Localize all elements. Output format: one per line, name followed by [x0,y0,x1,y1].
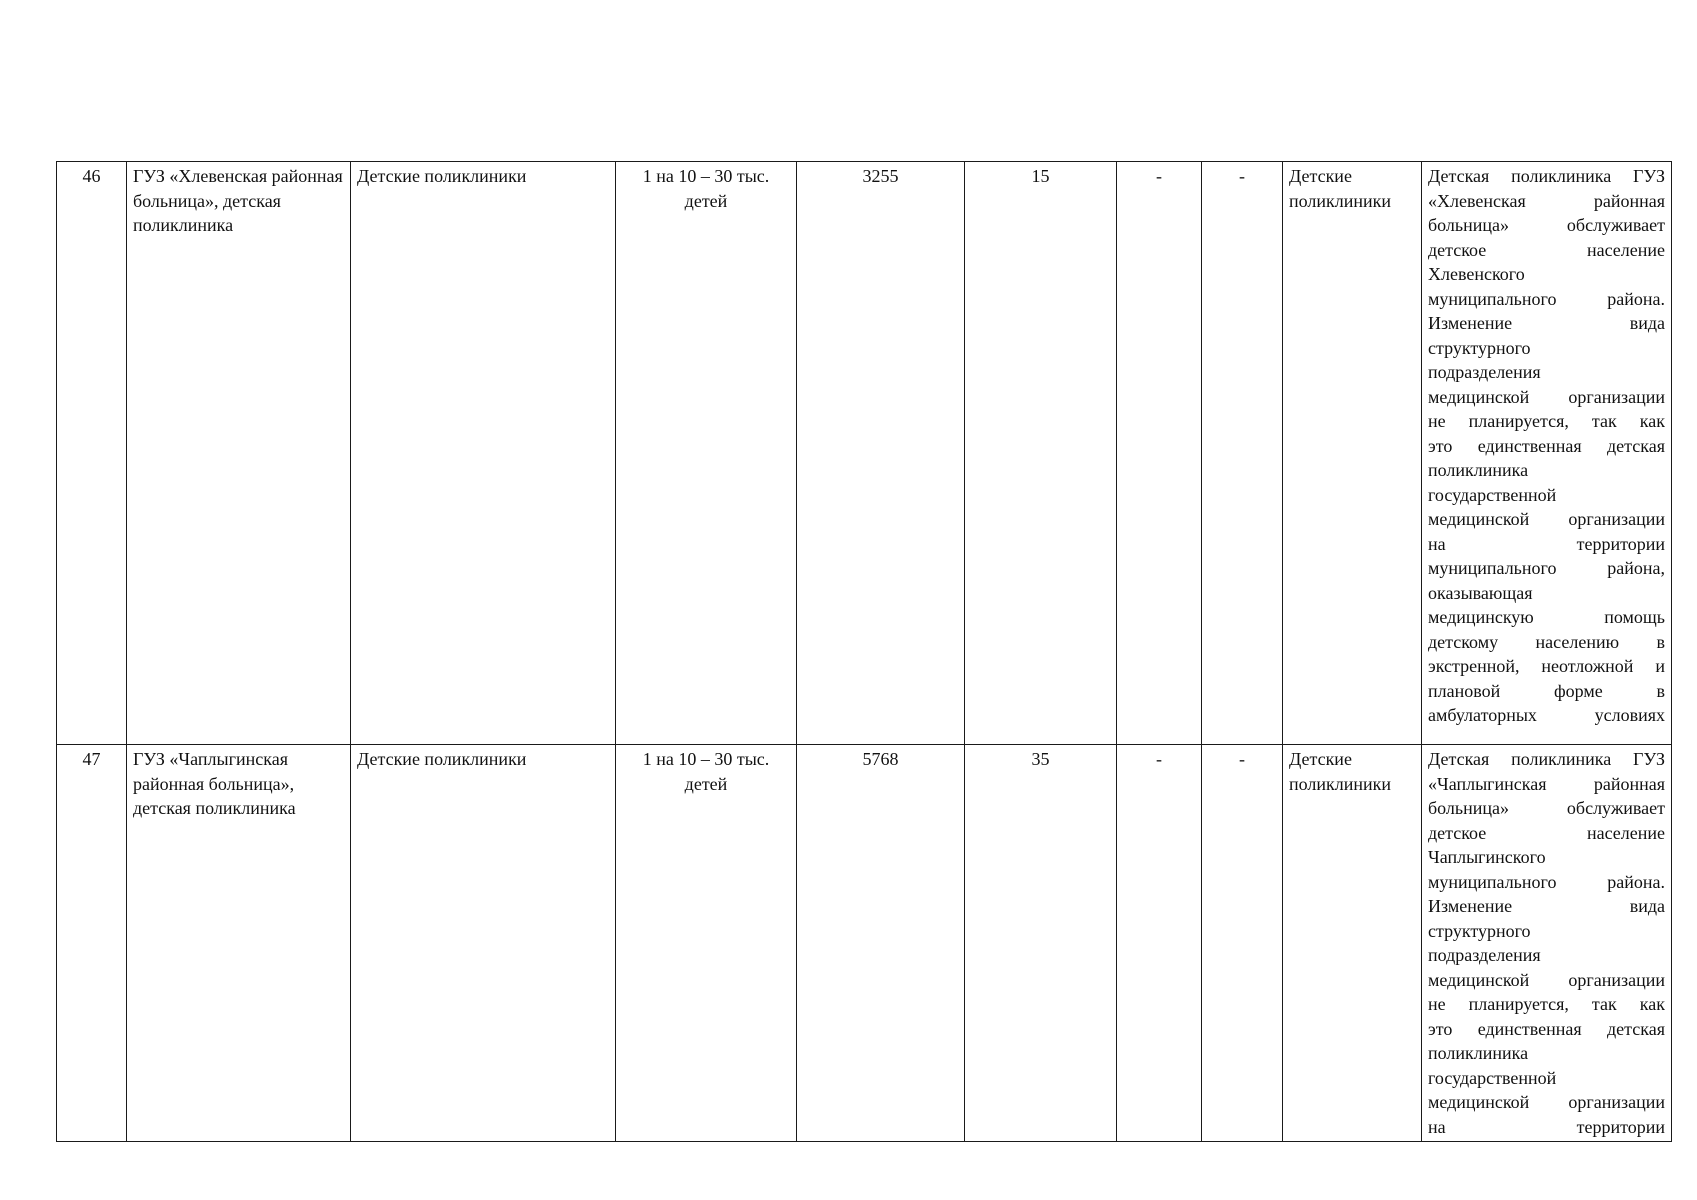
comment-line: на территории [1428,1116,1665,1137]
count-cell: 15 [965,162,1117,745]
service-type-cell: Детские поликлиники [351,745,616,1142]
comment-line: плановой форме в [1428,680,1665,701]
dash-cell: - [1117,162,1202,745]
comment-line: оказывающая [1428,582,1533,603]
comment-line: детское население [1428,239,1665,260]
comment-line: не планируется, так как [1428,411,1665,431]
population-cell: 3255 [797,162,965,745]
comment-line: поликлиника [1428,460,1529,480]
comment-line: медицинской организации [1428,1092,1665,1112]
comment-cell [1422,162,1672,745]
norm-cell: 1 на 10 – 30 тыс. детей [616,162,797,745]
comment-line: Хлевенского [1428,264,1525,284]
comment-line: структурного [1428,337,1531,358]
comment-line: амбулаторных условиях [1428,705,1665,725]
comment-line: медицинской организации [1428,509,1665,529]
comment-line: муниципального района. [1428,871,1665,892]
comment-line: «Хлевенская районная [1428,190,1665,211]
comment-line: Детская поликлиника ГУЗ [1428,166,1665,186]
comment-line: государственной [1428,484,1557,505]
row-number: 47 [57,745,127,1142]
organization-cell: ГУЗ «Хлевенская районная больница», детская поликлиника [127,162,351,745]
comment-line: детское население [1428,822,1665,843]
count-cell: 35 [965,745,1117,1142]
comment-line: «Чаплыгинская районная [1428,773,1665,794]
dash-cell: - [1202,162,1283,745]
comment-line: медицинскую помощь [1428,607,1665,627]
comment-line: медицинской организации [1428,969,1665,990]
comment-line: подразделения [1428,362,1541,382]
comment-line: структурного [1428,920,1531,941]
comment-line: поликлиника [1428,1043,1529,1063]
dash-cell: - [1117,745,1202,1142]
comment-line: Изменение вида [1428,313,1665,333]
result-type-cell: Детские поликлиники [1283,162,1422,745]
comment-line: это единственная детская [1428,1018,1665,1039]
service-type-cell: Детские поликлиники [351,162,616,745]
result-type-cell: Детские поликлиники [1283,745,1422,1142]
comment-line: подразделения [1428,945,1541,965]
comment-line: больница» обслуживает [1428,798,1665,818]
comment-line: муниципального района, [1428,558,1665,578]
comment-cell [1422,745,1672,1142]
comment-line: муниципального района. [1428,288,1665,309]
comment-line: это единственная детская [1428,435,1665,456]
comment-line: Детская поликлиника ГУЗ [1428,749,1665,769]
comment-line: экстренной, неотложной и [1428,656,1665,676]
facilities-table [56,161,1672,1142]
row-number: 46 [57,162,127,745]
comment-line: детскому населению в [1428,631,1665,652]
comment-line: государственной [1428,1067,1557,1088]
organization-cell: ГУЗ «Чаплыгинская районная больница», детская поликлиника [127,745,351,1142]
comment-line: не планируется, так как [1428,994,1665,1014]
norm-cell: 1 на 10 – 30 тыс. детей [616,745,797,1142]
comment-line: на территории [1428,533,1665,554]
comment-line: Изменение вида [1428,896,1665,916]
comment-line: медицинской организации [1428,386,1665,407]
population-cell: 5768 [797,745,965,1142]
dash-cell: - [1202,745,1283,1142]
comment-line: больница» обслуживает [1428,215,1665,235]
table-row [57,162,1672,745]
table-row [57,745,1672,1142]
comment-line: Чаплыгинского [1428,847,1546,867]
